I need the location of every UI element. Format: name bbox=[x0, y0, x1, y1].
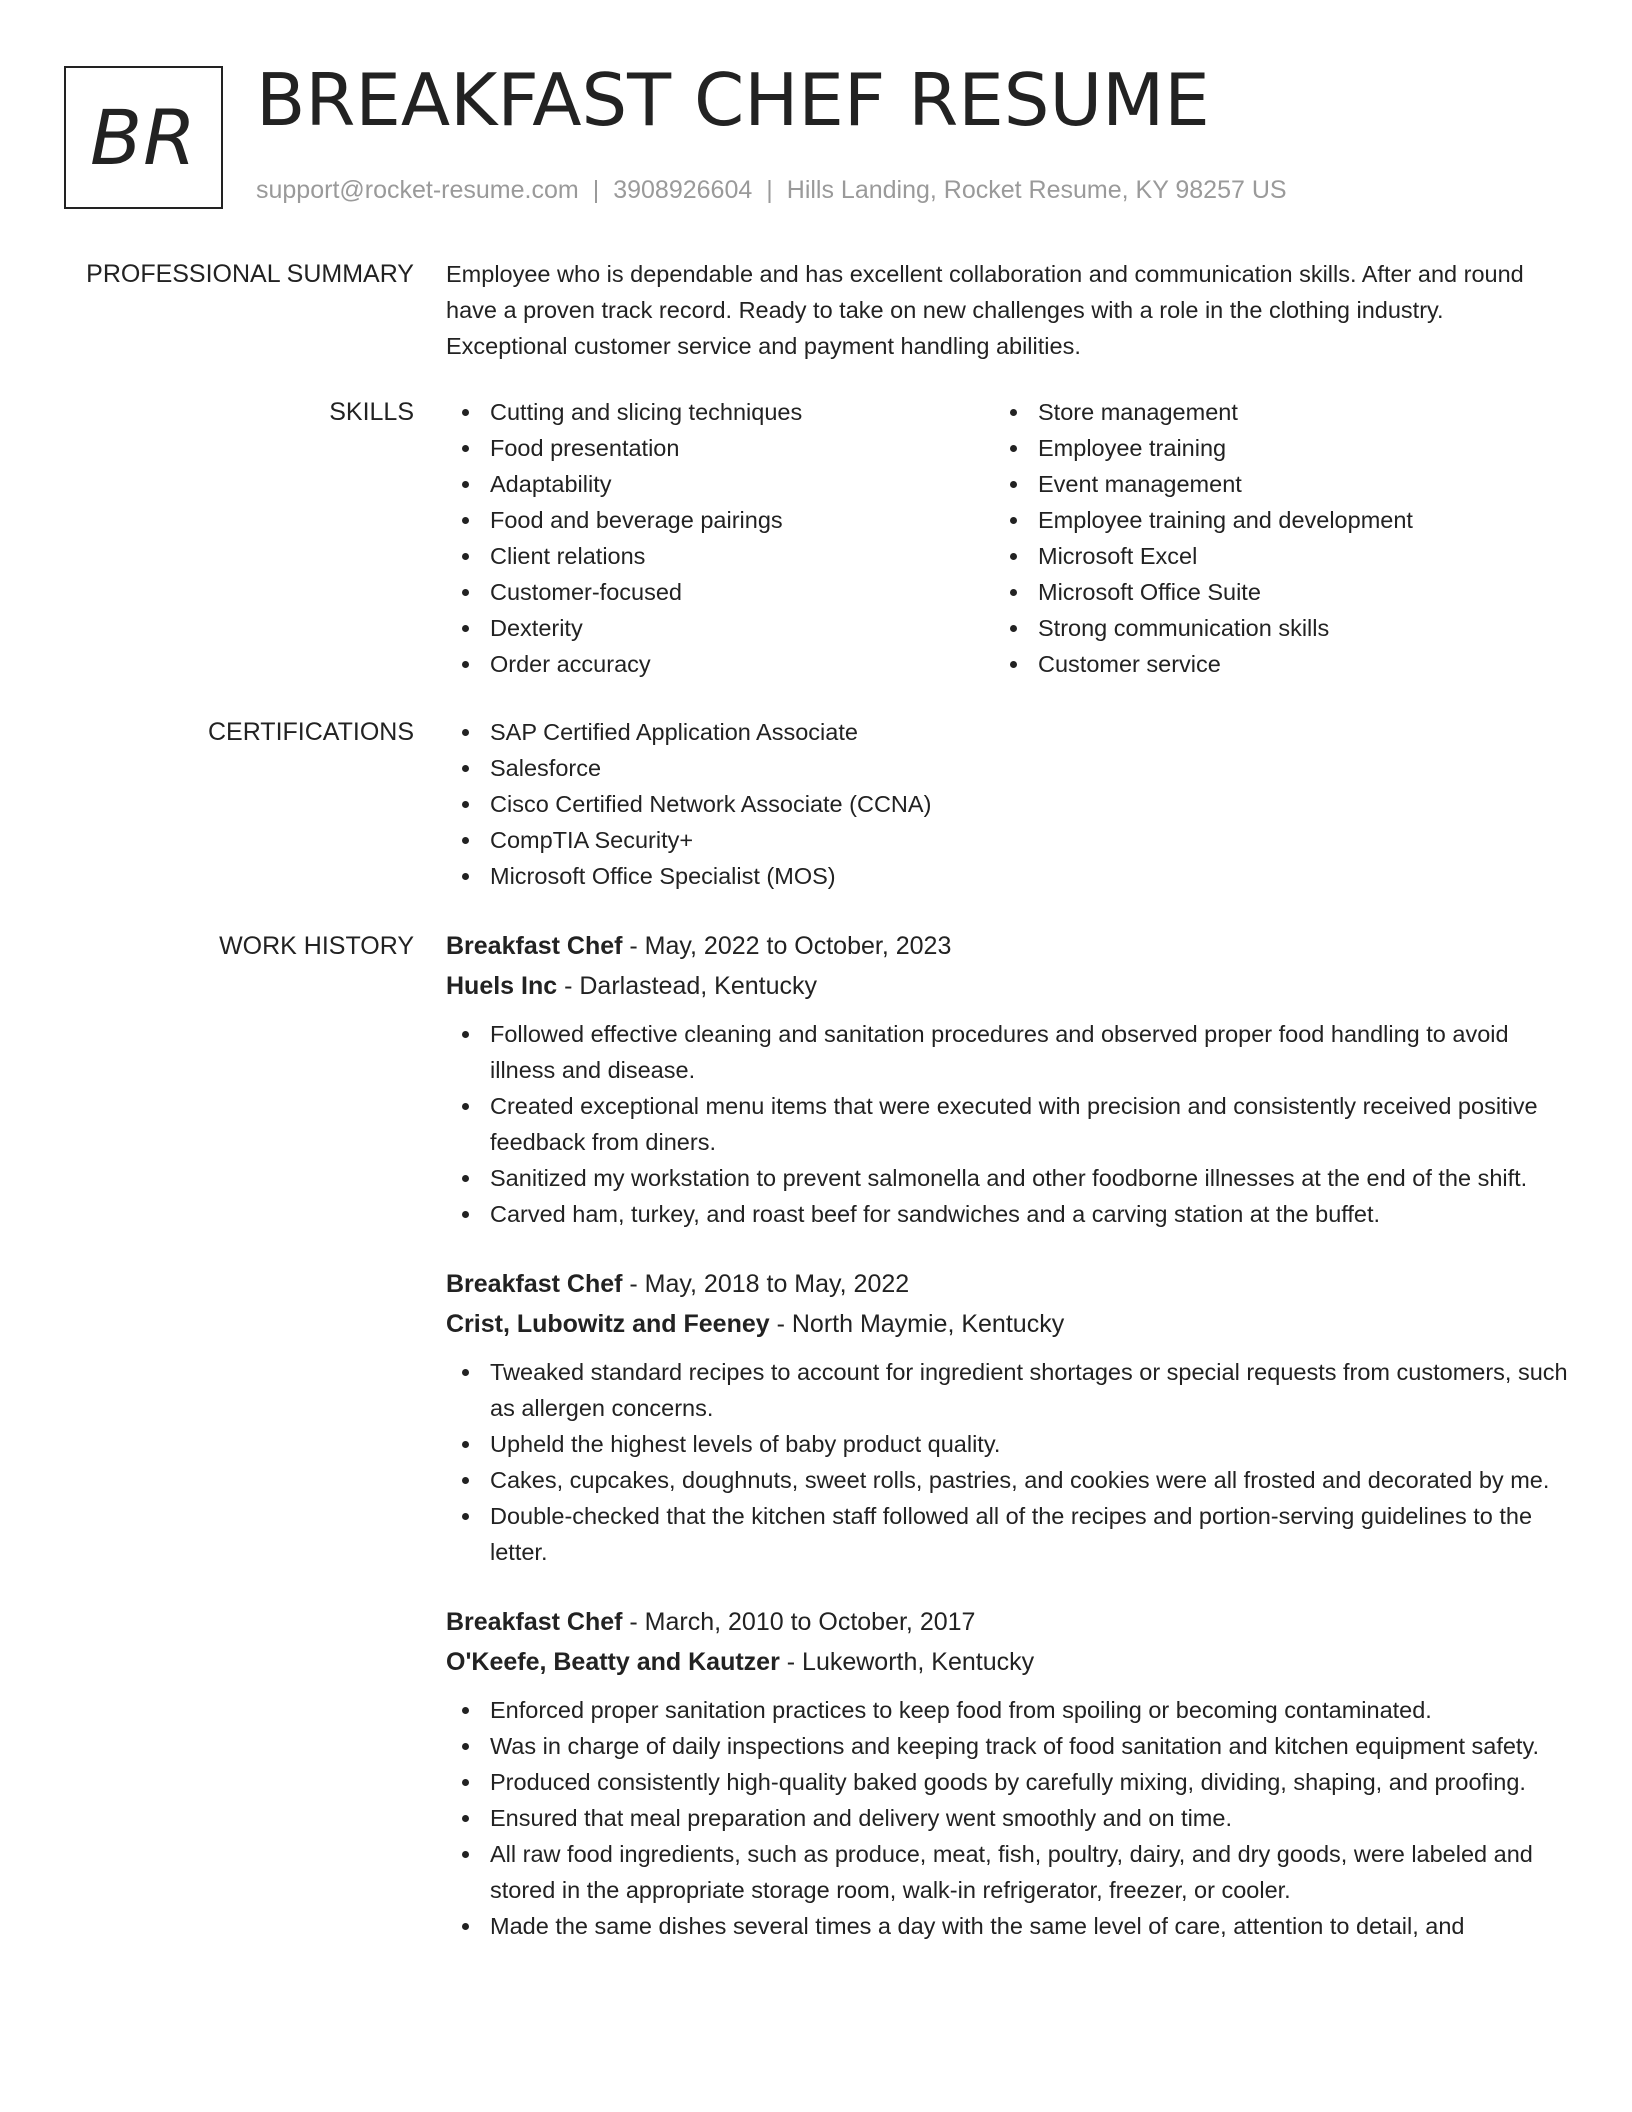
certifications-label: CERTIFICATIONS bbox=[207, 718, 414, 746]
work-history-body bbox=[446, 926, 1568, 1976]
job-duties-list bbox=[446, 1692, 1568, 1944]
list-item: SAP Certified Application Associate bbox=[446, 714, 1568, 750]
job-title: Breakfast Chef bbox=[446, 1608, 623, 1636]
list-item: Strong communication skills bbox=[994, 610, 1554, 646]
job-company: Crist, Lubowitz and Feeney bbox=[446, 1310, 770, 1338]
job-company-line bbox=[446, 966, 1568, 1006]
job-company-line bbox=[446, 1304, 1568, 1344]
resume-title: BREAKFAST CHEF RESUME bbox=[256, 58, 1210, 142]
certifications-list bbox=[446, 714, 1568, 894]
job-title-line bbox=[446, 1264, 1568, 1304]
job-company-line bbox=[446, 1642, 1568, 1682]
list-item: Customer-focused bbox=[446, 574, 994, 610]
contact-separator: | bbox=[766, 176, 773, 204]
job-entry bbox=[446, 1602, 1568, 1944]
list-item: Cisco Certified Network Associate (CCNA) bbox=[446, 786, 1568, 822]
list-item: Food presentation bbox=[446, 430, 994, 466]
list-item: Produced consistently high-quality baked goods by carefully mixing, dividing, shaping, and proofing. bbox=[446, 1764, 1568, 1800]
job-duties-list bbox=[446, 1354, 1568, 1570]
list-item: Enforced proper sanitation practices to keep food from spoiling or becoming contaminated. bbox=[446, 1692, 1568, 1728]
list-item: Customer service bbox=[994, 646, 1554, 682]
job-entry bbox=[446, 926, 1568, 1232]
job-duties-list bbox=[446, 1016, 1568, 1232]
list-item: All raw food ingredients, such as produce, meat, fish, poultry, dairy, and dry goods, were labeled and stored in the appropriate storage room, walk-in refrigerator, freezer, or cooler. bbox=[446, 1836, 1568, 1908]
list-item: Was in charge of daily inspections and keeping track of food sanitation and kitchen equipment safety. bbox=[446, 1728, 1568, 1764]
list-item: CompTIA Security+ bbox=[446, 822, 1568, 858]
job-title-line bbox=[446, 1602, 1568, 1642]
contact-phone: 3908926604 bbox=[613, 176, 753, 204]
list-item: Adaptability bbox=[446, 466, 994, 502]
list-item: Upheld the highest levels of baby product quality. bbox=[446, 1426, 1568, 1462]
list-item: Microsoft Excel bbox=[994, 538, 1554, 574]
list-item: Employee training and development bbox=[994, 502, 1554, 538]
list-item: Dexterity bbox=[446, 610, 994, 646]
skills-label: SKILLS bbox=[329, 398, 414, 426]
list-item: Created exceptional menu items that were executed with precision and consistently received positive feedback from diners. bbox=[446, 1088, 1568, 1160]
list-item: Double-checked that the kitchen staff followed all of the recipes and portion-serving guidelines to the letter. bbox=[446, 1498, 1568, 1570]
skills-list-right bbox=[994, 394, 1554, 682]
job-dates: - May, 2018 to May, 2022 bbox=[622, 1270, 910, 1298]
skills-columns bbox=[446, 394, 1568, 682]
list-item: Ensured that meal preparation and delivery went smoothly and on time. bbox=[446, 1800, 1568, 1836]
contact-separator: | bbox=[592, 176, 600, 204]
monogram-initials: BR bbox=[90, 93, 197, 182]
job-title: Breakfast Chef bbox=[446, 1270, 623, 1298]
job-entry bbox=[446, 1264, 1568, 1570]
skills-list-left bbox=[446, 394, 994, 682]
job-dates: - May, 2022 to October, 2023 bbox=[622, 932, 952, 960]
list-item: Microsoft Office Suite bbox=[994, 574, 1554, 610]
job-location: - Darlastead, Kentucky bbox=[557, 972, 817, 1000]
job-title: Breakfast Chef bbox=[446, 932, 623, 960]
list-item: Store management bbox=[994, 394, 1554, 430]
list-item: Microsoft Office Specialist (MOS) bbox=[446, 858, 1568, 894]
list-item: Sanitized my workstation to prevent salmonella and other foodborne illnesses at the end of the shift. bbox=[446, 1160, 1568, 1196]
certifications-body bbox=[446, 714, 1568, 894]
list-item: Tweaked standard recipes to account for ingredient shortages or special requests from customers, such as allergen concerns. bbox=[446, 1354, 1568, 1426]
summary-label: PROFESSIONAL SUMMARY bbox=[86, 260, 414, 288]
list-item: Order accuracy bbox=[446, 646, 994, 682]
contact-email: support@rocket-resume.com bbox=[256, 176, 579, 204]
job-dates: - March, 2010 to October, 2017 bbox=[622, 1608, 976, 1636]
list-item: Employee training bbox=[994, 430, 1554, 466]
job-title-line bbox=[446, 926, 1568, 966]
job-company: Huels Inc bbox=[446, 972, 558, 1000]
list-item: Made the same dishes several times a day with the same level of care, attention to detail, and bbox=[446, 1908, 1568, 1944]
list-item: Cutting and slicing techniques bbox=[446, 394, 994, 430]
list-item: Food and beverage pairings bbox=[446, 502, 994, 538]
summary-text: Employee who is dependable and has excellent collaboration and communication skills. After and round have a proven track record. Ready to take on new challenges with a role in the clothing industry. Exceptional customer service and payment handling abilities. bbox=[446, 261, 1524, 359]
list-item: Client relations bbox=[446, 538, 994, 574]
contact-address: Hills Landing, Rocket Resume, KY 98257 US bbox=[786, 176, 1287, 204]
work-history-label: WORK HISTORY bbox=[219, 932, 414, 960]
list-item: Event management bbox=[994, 466, 1554, 502]
list-item: Carved ham, turkey, and roast beef for sandwiches and a carving station at the buffet. bbox=[446, 1196, 1568, 1232]
job-company: O'Keefe, Beatty and Kautzer bbox=[446, 1648, 780, 1676]
list-item: Followed effective cleaning and sanitation procedures and observed proper food handling to avoid illness and disease. bbox=[446, 1016, 1568, 1088]
list-item: Cakes, cupcakes, doughnuts, sweet rolls, pastries, and cookies were all frosted and decorated by me. bbox=[446, 1462, 1568, 1498]
job-location: - Lukeworth, Kentucky bbox=[779, 1648, 1035, 1676]
contact-line bbox=[256, 174, 1287, 206]
list-item: Salesforce bbox=[446, 750, 1568, 786]
job-location: - North Maymie, Kentucky bbox=[769, 1310, 1065, 1338]
monogram-box bbox=[64, 66, 223, 209]
